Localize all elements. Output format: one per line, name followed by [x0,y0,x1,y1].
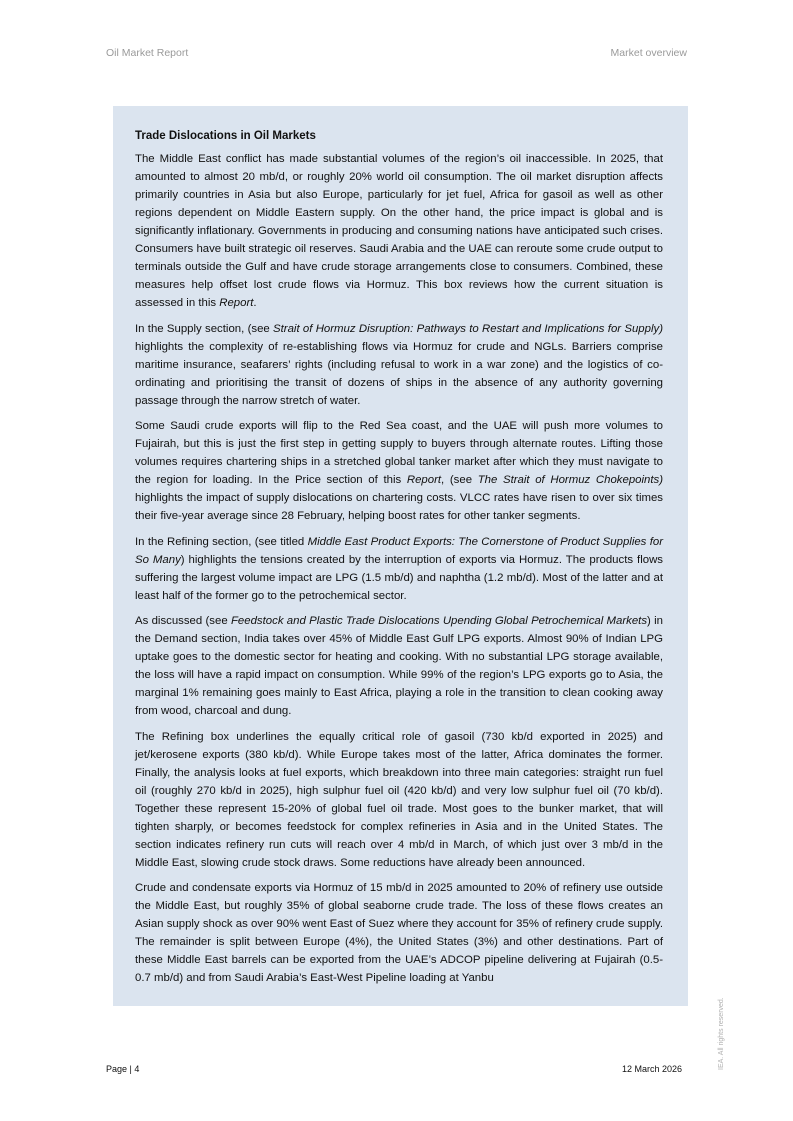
text-run: , (see [441,474,478,486]
running-header-section: Market overview [610,47,687,59]
text-run: highlights the impact of supply dislocations on chartering costs. VLCC rates have risen to over six times their five-year average since 28 February, helping boost rates for other tanker segments. [135,492,663,522]
footer-date: 12 March 2026 [621,1064,682,1074]
italic-reference: Feedstock and Plastic Trade Dislocations Upending Global Petrochemical Markets [230,615,648,627]
text-run: Some Saudi crude exports will flip to the Red Sea coast, and the UAE will push more volumes to Fujairah, but this is just the first step in getting supply to buyers through alternate routes. Lifting those volumes requires chartering ships in a stretched global tanker market after which they must navigate to the region for loading. In the Price section of this [135,420,663,486]
text-run: The Refining box underlines the equally critical role of gasoil (730 kb/d exported in 2025) and jet/kerosene exports (380 kb/d). While Europe takes most of the latter, Africa dominates the former. Finally, the analysis looks at fuel exports, which breakdown into three main categories: straight run fuel oil (roughly 270 kb/d in 2025), high sulphur fuel oil (420 kb/d) and very low sulphur fuel oil (70 kb/d). Together these represent 15-20% of global fuel oil trade. Most goes to the bunker market, that will tighten sharply, or becomes feedstock for complex refineries in Asia and in the United States. The section indicates refinery run cuts will reach over 4 mb/d in March, of which just over 3 mb/d in the Middle East, slowing crude stock draws. Some reductions have already been announced. [135,730,663,869]
text-run: As discussed (see [135,615,231,627]
paragraph [135,533,663,605]
paragraph [135,320,663,410]
text-run: Crude and condensate exports via Hormuz of 15 mb/d in 2025 amounted to 20% of refinery use outside the Middle East, but roughly 35% of global seaborne crude trade. The loss of these flows creates an Asian supply shock as over 90% went East of Suez where they account for 35% of refinery crude supply. The remainder is split between Europe (4%), the United States (3%) and other destinations. Part of these Middle East barrels can be exported from the UAE’s ADCOP pipeline delivering at Fujairah (0.5-0.7 mb/d) and from Saudi Arabia’s East-West Pipeline loading at Yanbu [135,882,663,984]
italic-reference: Strait of Hormuz Disruption: Pathways to Restart and Implications for Supply) [273,322,663,335]
italic-reference: Report [406,474,442,486]
page-number [106,1064,139,1074]
box-body [135,150,663,987]
page-label: Page | 4 [106,1064,140,1074]
italic-reference: Middle East Product Exports: The Cornerstone of Product Supplies for So Many [135,535,664,566]
text-run: highlights the complexity of re-establishing flows via Hormuz for crude and NGLs. Barriers comprise maritime insurance, seafarers’ rights (including refusal to work in a war zone) and the logistics of co-ordinating and prioritising the transit of dozens of ships in the absence of any authority governing passage through the narrow stretch of water. [135,340,663,407]
text-box [113,106,688,1006]
text-run: . [253,297,257,309]
italic-reference: The Strait of Hormuz Chokepoints) [477,474,664,486]
paragraph [135,417,663,525]
text-run: In the Supply section, (see [135,322,274,335]
text-run: ) in the Demand section, India takes over 45% of Middle East Gulf LPG exports. Almost 90% of Indian LPG uptake goes to the domestic sector for heating and cooking. With no substantial LPG storage available, the loss will have a rapid impact on consumption. While 99% of the region’s LPG exports go to Asia, the marginal 1% remaining goes mainly to East Africa, playing a role in the transition to clean cooking away from wood, charcoal and dung. [135,615,663,717]
italic-reference: Report [219,297,254,309]
text-run: The Middle East conflict has made substantial volumes of the region’s oil inaccessible. In 2025, that amounted to almost 20 mb/d, or roughly 20% world oil consumption. The oil market disruption affects primarily countries in Asia but also Europe, particularly for jet fuel, Africa for gasoil as well as other regions dependent on Middle Eastern supply. On the other hand, the price impact is global and is significantly inflationary. Governments in producing and consuming nations have anticipated such crises. Consumers have built strategic oil reserves. Saudi Arabia and the UAE can reroute some crude output to terminals outside the Gulf and have crude storage arrangements close to consumers. Combined, these measures help offset lost crude flows via Hormuz. This box reviews how the current situation is assessed in this [135,153,663,309]
text-run: ) highlights the tensions created by the interruption of exports via Hormuz. The products flows suffering the largest volume impact are LPG (1.5 mb/d) and naphtha (1.2 mb/d). Most of the latter and at least half of the former go to the petrochemical sector. [135,553,663,602]
paragraph [135,728,663,872]
paragraph [135,150,663,312]
paragraph [135,612,663,720]
copyright-note: IEA. All rights reserved. [718,997,725,1070]
text-run: In the Refining section, (see titled [135,535,308,548]
running-header-title: Oil Market Report [106,47,189,59]
box-title: Trade Dislocations in Oil Markets [135,130,316,142]
paragraph [135,879,663,987]
